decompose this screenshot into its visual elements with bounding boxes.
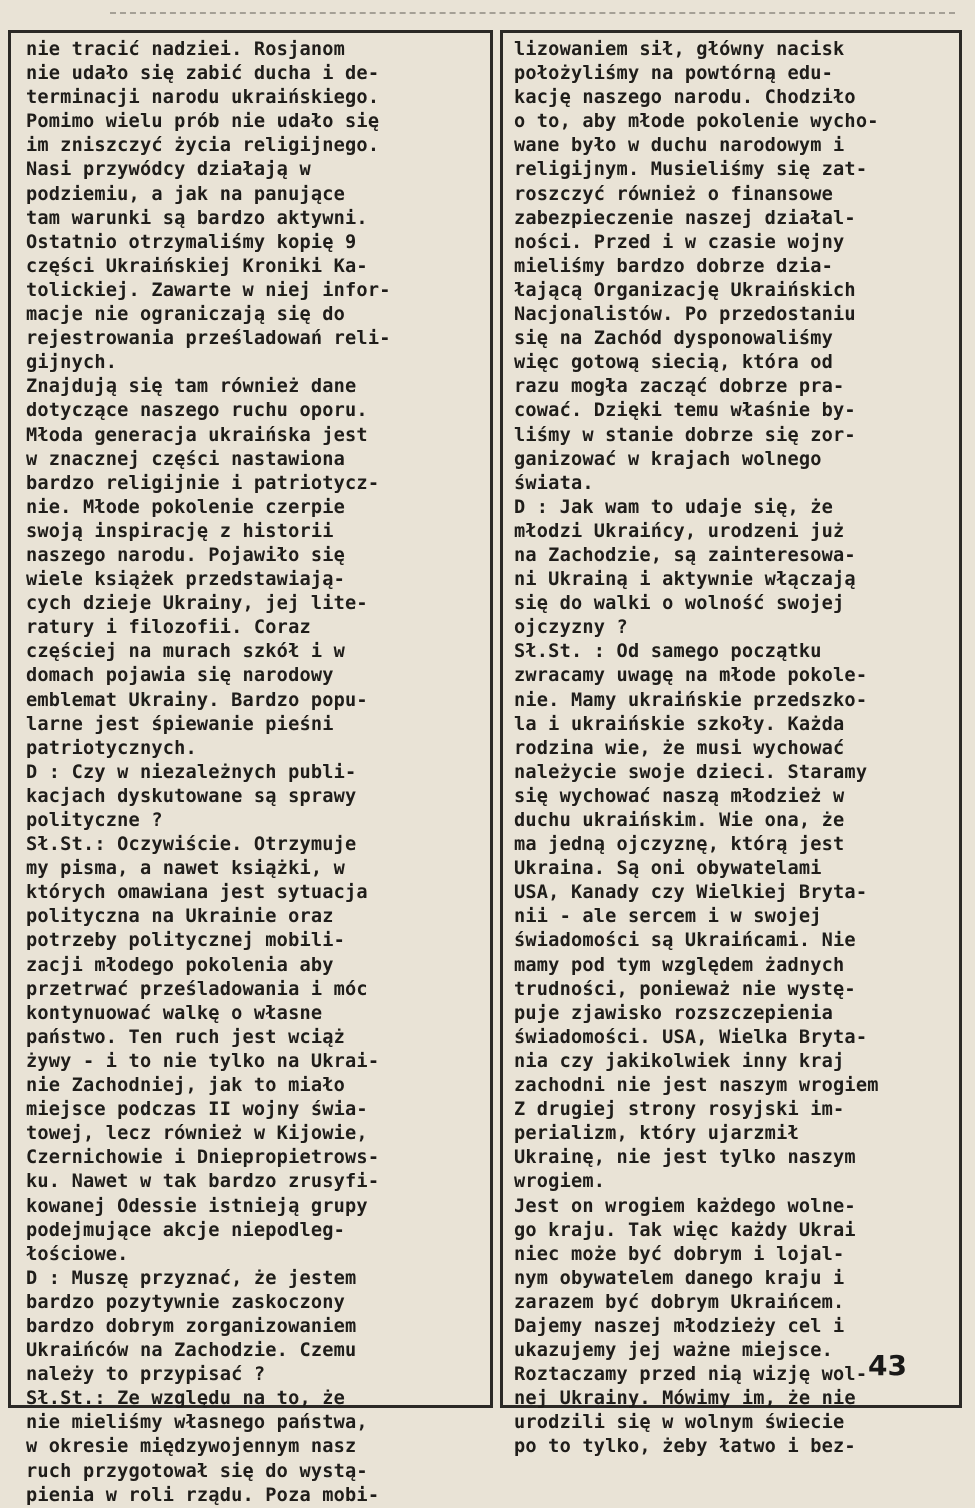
text-line: terminacji narodu ukraińskiego. bbox=[26, 87, 380, 109]
text-line: im zniszczyć życia religijnego. bbox=[26, 135, 380, 157]
text-line: częściej na murach szkół i w bbox=[26, 641, 346, 663]
right-column-text bbox=[514, 38, 960, 1460]
text-line: potrzeby politycznej mobili- bbox=[26, 930, 346, 952]
text-line: lizowaniem sił, główny nacisk bbox=[514, 39, 845, 60]
text-line: tolickiej. Zawarte w niej infor- bbox=[26, 279, 391, 301]
text-line: ojczyzny ? bbox=[514, 617, 628, 639]
text-line: mieliśmy bardzo dobrze dzia- bbox=[514, 255, 834, 277]
text-line: D : Muszę przyznać, że jestem bbox=[26, 1267, 357, 1289]
text-line: ma jedną ojczyznę, którą jest bbox=[514, 834, 845, 856]
text-line: nie mieliśmy własnego państwa, bbox=[26, 1412, 368, 1434]
text-line: więc gotową siecią, która od bbox=[514, 352, 834, 374]
text-line: świadomości. USA, Wielka Bryta- bbox=[514, 1026, 868, 1048]
text-line: bardzo pozytywnie zaskoczony bbox=[26, 1291, 346, 1313]
text-line: zacji młodego pokolenia aby bbox=[26, 954, 334, 976]
text-line: świadomości są Ukraińcami. Nie bbox=[514, 930, 856, 952]
text-line: nej Ukrainy. Mówimy im, że nie bbox=[514, 1388, 856, 1410]
text-line: cować. Dzięki temu właśnie by- bbox=[514, 400, 856, 422]
text-line: religijnym. Musieliśmy się zat- bbox=[514, 159, 868, 181]
text-line: się do walki o wolność swojej bbox=[514, 593, 845, 615]
text-line: D : Czy w niezależnych publi- bbox=[26, 761, 357, 783]
text-line: których omawiana jest sytuacja bbox=[26, 882, 368, 904]
text-line: kowanej Odessie istnieją grupy bbox=[26, 1195, 368, 1217]
text-line: D : Jak wam to udaje się, że bbox=[514, 496, 834, 518]
text-line: wrogiem. bbox=[514, 1171, 606, 1193]
text-line: Jest on wrogiem każdego wolne- bbox=[514, 1195, 856, 1217]
text-line: la i ukraińskie szkoły. Każda bbox=[514, 713, 845, 735]
text-line: Młoda generacja ukraińska jest bbox=[26, 424, 368, 446]
text-line: wane było w duchu narodowym i bbox=[514, 135, 845, 157]
text-line: niec może być dobrym i lojal- bbox=[514, 1243, 845, 1265]
text-line: Roztaczamy przed nią wizję wol- bbox=[514, 1364, 868, 1386]
text-line: zabezpieczenie naszej działal- bbox=[514, 207, 856, 229]
text-line: Ukraińców na Zachodzie. Czemu bbox=[26, 1340, 357, 1362]
text-line: ukazujemy jej ważne miejsce. bbox=[514, 1340, 834, 1362]
left-column-text bbox=[26, 38, 488, 1508]
text-line: nii - ale sercem i w swojej bbox=[514, 906, 822, 928]
text-line: ni Ukrainą i aktywnie włączają bbox=[514, 569, 856, 591]
text-line: łającą Organizację Ukraińskich bbox=[514, 279, 856, 301]
text-line: razu mogła zacząć dobrze pra- bbox=[514, 376, 845, 398]
text-line: pienia w roli rządu. Poza mobi- bbox=[26, 1484, 380, 1506]
text-line: liśmy w stanie dobrze się zor- bbox=[514, 424, 856, 446]
text-line: młodzi Ukraińcy, urodzeni już bbox=[514, 520, 845, 542]
text-line: Ukraina. Są oni obywatelami bbox=[514, 858, 822, 880]
text-line: macje nie ograniczają się do bbox=[26, 304, 346, 326]
text-line: przetrwać prześladowania i móc bbox=[26, 978, 368, 1000]
text-line: łościowe. bbox=[26, 1243, 129, 1265]
text-line: się wychować naszą młodzież w bbox=[514, 785, 845, 807]
text-line: mamy pod tym względem żadnych bbox=[514, 954, 845, 976]
text-line: gijnych. bbox=[26, 352, 118, 374]
text-line: towej, lecz również w Kijowie, bbox=[26, 1123, 368, 1145]
text-line: podziemiu, a jak na panujące bbox=[26, 183, 346, 205]
text-line: Pomimo wielu prób nie udało się bbox=[26, 111, 380, 133]
text-line: należy to przypisać ? bbox=[26, 1364, 266, 1386]
text-line: Nacjonalistów. Po przedostaniu bbox=[514, 304, 856, 326]
text-line: w znacznej części nastawiona bbox=[26, 448, 346, 470]
text-line: się na Zachód dysponowaliśmy bbox=[514, 328, 834, 350]
text-line: nie tracić nadziei. Rosjanom bbox=[26, 39, 346, 60]
text-line: bardzo religijnie i patriotycz- bbox=[26, 472, 380, 494]
text-line: Ukrainę, nie jest tylko naszym bbox=[514, 1147, 856, 1169]
text-line: Znajdują się tam również dane bbox=[26, 376, 357, 398]
text-line: Sł.St. : Od samego początku bbox=[514, 641, 822, 663]
text-line: wiele książek przedstawiają- bbox=[26, 569, 346, 591]
text-line: nie. Młode pokolenie czerpie bbox=[26, 496, 346, 518]
text-line: Czernichowie i Dniepropietrows- bbox=[26, 1147, 380, 1169]
text-line: Sł.St.: Oczywiście. Otrzymuje bbox=[26, 834, 357, 856]
text-line: ności. Przed i w czasie wojny bbox=[514, 231, 845, 253]
text-line: państwo. Ten ruch jest wciąż bbox=[26, 1026, 346, 1048]
text-line: ku. Nawet w tak bardzo zrusyfi- bbox=[26, 1171, 380, 1193]
text-line: nie. Mamy ukraińskie przedszko- bbox=[514, 689, 868, 711]
text-line: o to, aby młode pokolenie wycho- bbox=[514, 111, 879, 133]
text-line: swoją inspirację z historii bbox=[26, 520, 334, 542]
text-line: trudności, ponieważ nie wystę- bbox=[514, 978, 856, 1000]
text-line: na Zachodzie, są zainteresowa- bbox=[514, 544, 856, 566]
text-line: zachodni nie jest naszym wrogiem bbox=[514, 1075, 879, 1097]
text-line: nie Zachodniej, jak to miało bbox=[26, 1075, 346, 1097]
top-rule bbox=[110, 12, 955, 14]
text-line: nym obywatelem danego kraju i bbox=[514, 1267, 845, 1289]
text-line: bardzo dobrym zorganizowaniem bbox=[26, 1315, 357, 1337]
text-line: kacjach dyskutowane są sprawy bbox=[26, 785, 357, 807]
text-line: larne jest śpiewanie pieśni bbox=[26, 713, 334, 735]
text-line: Ostatnio otrzymaliśmy kopię 9 bbox=[26, 231, 357, 253]
text-line: urodzili się w wolnym świecie bbox=[514, 1412, 845, 1434]
text-line: emblemat Ukrainy. Bardzo popu- bbox=[26, 689, 368, 711]
page-number: 43 bbox=[868, 1349, 907, 1382]
text-line: żywy - i to nie tylko na Ukrai- bbox=[26, 1050, 380, 1072]
text-line: kontynuować walkę o własne bbox=[26, 1002, 323, 1024]
text-line: duchu ukraińskim. Wie ona, że bbox=[514, 810, 845, 831]
text-line: roszczyć również o finansowe bbox=[514, 183, 834, 205]
text-line: Dajemy naszej młodzieży cel i bbox=[514, 1315, 845, 1337]
text-line: tam warunki są bardzo aktywni. bbox=[26, 207, 368, 229]
text-line: nia czy jakikolwiek inny kraj bbox=[514, 1050, 845, 1072]
text-line: Nasi przywódcy działają w bbox=[26, 159, 311, 181]
text-line: rejestrowania prześladowań reli- bbox=[26, 328, 391, 350]
text-line: polityczne ? bbox=[26, 810, 163, 831]
text-line: zarazem być dobrym Ukraińcem. bbox=[514, 1291, 845, 1313]
text-line: rodzina wie, że musi wychować bbox=[514, 737, 845, 759]
text-line: Sł.St.: Ze względu na to, że bbox=[26, 1388, 346, 1410]
text-line: naszego narodu. Pojawiło się bbox=[26, 544, 346, 566]
text-line: ganizować w krajach wolnego bbox=[514, 448, 822, 470]
text-line: po to tylko, żeby łatwo i bez- bbox=[514, 1436, 856, 1458]
text-line: w okresie międzywojennym nasz bbox=[26, 1436, 357, 1458]
text-line: puje zjawisko rozszczepienia bbox=[514, 1002, 834, 1024]
text-line: należycie swoje dzieci. Staramy bbox=[514, 761, 868, 783]
text-line: położyliśmy na powtórną edu- bbox=[514, 63, 834, 85]
text-line: części Ukraińskiej Kroniki Ka- bbox=[26, 255, 368, 277]
text-line: patriotycznych. bbox=[26, 737, 197, 759]
text-line: ruch przygotował się do wystą- bbox=[26, 1460, 368, 1482]
text-line: zwracamy uwagę na młode pokole- bbox=[514, 665, 868, 687]
text-line: Z drugiej strony rosyjski im- bbox=[514, 1099, 845, 1121]
text-line: perializm, który ujarzmił bbox=[514, 1123, 799, 1145]
text-line: dotyczące naszego ruchu oporu. bbox=[26, 400, 368, 422]
text-line: miejsce podczas II wojny świa- bbox=[26, 1099, 368, 1121]
text-line: domach pojawia się narodowy bbox=[26, 665, 334, 687]
text-line: podejmujące akcje niepodleg- bbox=[26, 1219, 346, 1241]
text-line: go kraju. Tak więc każdy Ukrai bbox=[514, 1219, 856, 1241]
text-line: nie udało się zabić ducha i de- bbox=[26, 63, 380, 85]
text-line: polityczna na Ukrainie oraz bbox=[26, 906, 334, 928]
text-line: świata. bbox=[514, 472, 594, 494]
text-line: ratury i filozofii. Coraz bbox=[26, 617, 311, 639]
text-line: USA, Kanady czy Wielkiej Bryta- bbox=[514, 882, 868, 904]
text-line: my pisma, a nawet książki, w bbox=[26, 858, 346, 880]
text-line: cych dzieje Ukrainy, jej lite- bbox=[26, 593, 368, 615]
text-line: kację naszego narodu. Chodziło bbox=[514, 87, 856, 109]
